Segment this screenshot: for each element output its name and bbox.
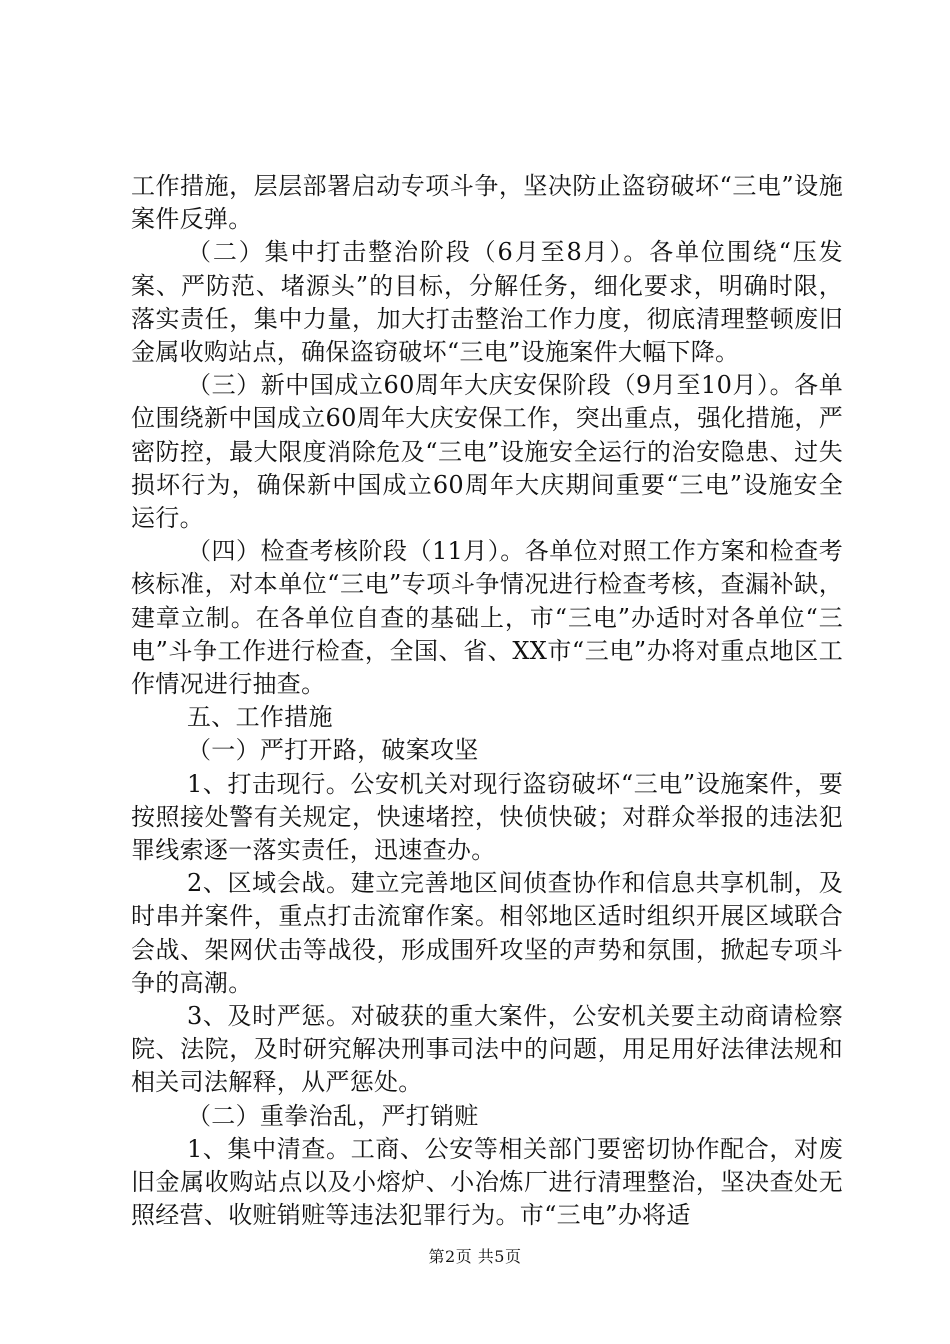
paragraph: （三）新中国成立60周年大庆安保阶段（9月至10月）。各单位围绕新中国成立60周年大庆安保工作，突出重点，强化措施，严密防控，最大限度消除危及“三电”设施安全运行的治安隐患、过失损坏行为，确保新中国成立60周年大庆期间重要“三电”设施安全运行。 (131, 371, 843, 533)
subsection-heading: （二）重拳治乱，严打销赃 (187, 1101, 479, 1130)
subsection-heading: （一）严打开路，破案攻坚 (187, 736, 479, 765)
paragraph: （二）集中打击整治阶段（6月至8月）。各单位围绕“压发案、严防范、堵源头”的目标，分解任务，细化要求，明确时限，落实责任，集中力量，加大打击整治工作力度，彻底清理整顿废旧金属收购站点，确保盗窃破坏“三电”设施案件大幅下降。 (131, 238, 843, 367)
document-body (131, 170, 843, 1233)
paragraph: 1、打击现行。公安机关对现行盗窃破坏“三电”设施案件，要按照接处警有关规定，快速堵控，快侦快破；对群众举报的违法犯罪线索逐一落实责任，迅速查办。 (131, 769, 843, 865)
paragraph: 工作措施，层层部署启动专项斗争，坚决防止盗窃破坏“三电”设施案件反弹。 (131, 172, 843, 234)
section-heading: 五、工作措施 (187, 703, 333, 732)
page-number-footer: 第2页 共5页 (428, 1247, 522, 1266)
paragraph: 1、集中清查。工商、公安等相关部门要密切协作配合，对废旧金属收购站点以及小熔炉、小冶炼厂进行清理整治，坚决查处无照经营、收赃销赃等违法犯罪行为。市“三电”办将适 (131, 1134, 843, 1230)
paragraph: （四）检查考核阶段（11月）。各单位对照工作方案和检查考核标准，对本单位“三电”专项斗争情况进行检查考核，查漏补缺，建章立制。在各单位自查的基础上，市“三电”办适时对各单位“三电”斗争工作进行检查，全国、省、XX市“三电”办将对重点地区工作情况进行抽查。 (131, 537, 843, 699)
paragraph: 2、区域会战。建立完善地区间侦查协作和信息共享机制，及时串并案件，重点打击流窜作案。相邻地区适时组织开展区域联合会战、架网伏击等战役，形成围歼攻坚的声势和氛围，掀起专项斗争的高潮。 (131, 869, 843, 997)
paragraph: 3、及时严惩。对破获的重大案件，公安机关要主动商请检察院、法院，及时研究解决刑事司法中的问题，用足用好法律法规和相关司法解释，从严惩处。 (131, 1002, 843, 1097)
